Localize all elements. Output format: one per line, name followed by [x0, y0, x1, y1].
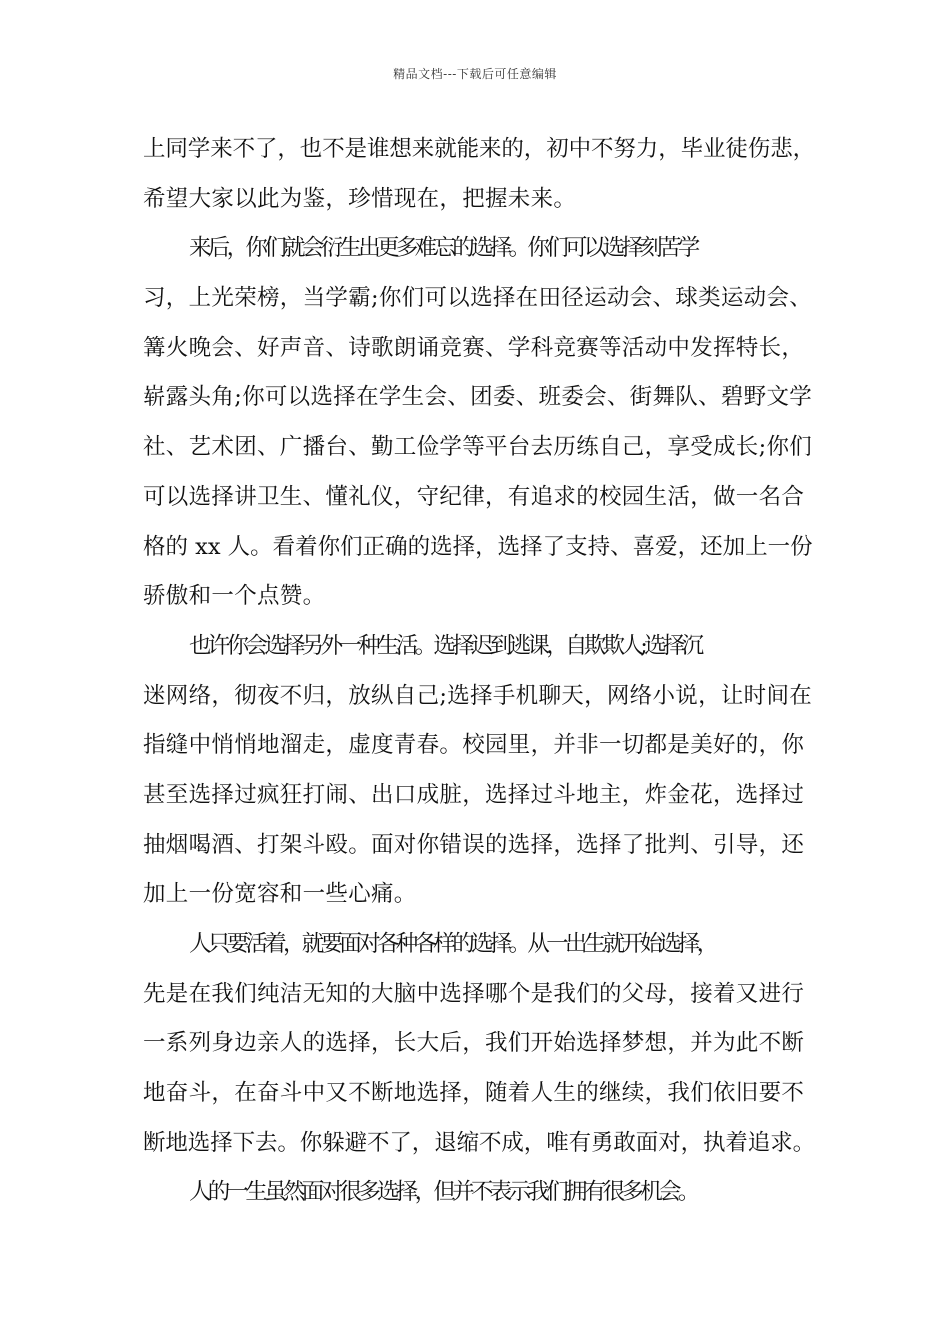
paragraph-4	[143, 920, 816, 1168]
text-line: 篝火晚会、好声音、诗歌朗诵竞赛、学科竞赛等活动中发挥特长，	[143, 334, 805, 361]
text-line: 来后，你们就会衍生出更多难忘的选择。你们可以选择刻苦学	[189, 235, 697, 262]
paragraph-2	[143, 224, 813, 622]
text-line: 上同学来不了，也不是谁想来就能来的，初中不努力，毕业徒伤悲，	[143, 136, 816, 162]
text-line: 骄傲和一个点赞。	[143, 583, 326, 610]
paragraph-1	[143, 125, 816, 224]
text-line: 希望大家以此为鉴，珍惜现在，把握未来。	[143, 185, 577, 212]
paragraph-5	[143, 1168, 813, 1218]
text-line: 一系列身边亲人的选择，长大后，我们开始选择梦想，并为此不断	[143, 1030, 805, 1057]
text-line: 加上一份宽容和一些心痛。	[143, 881, 417, 908]
paragraph-3	[143, 622, 813, 920]
text-line: 也许你会选择另外一种生活。选择迟到逃课，自欺欺人;选择沉	[189, 632, 701, 659]
text-line: 格的 xx 人。看着你们正确的选择，选择了支持、喜爱，还加上一份	[143, 533, 813, 560]
text-line: 习，上光荣榜，当学霸;你们可以选择在田径运动会、球类运动会、	[143, 285, 813, 312]
text-line: 断地选择下去。你躲避不了，退缩不成，唯有勇敢面对，执着追求。	[143, 1129, 816, 1156]
text-line: 指缝中悄悄地溜走，虚度青春。校园里，并非一切都是美好的，你	[143, 732, 805, 759]
page-header: 精品文档---下载后可任意编辑	[393, 67, 557, 81]
text-line: 人的一生虽然面对很多选择，但并不表示我们拥有很多机会。	[189, 1179, 697, 1206]
text-line: 抽烟喝酒、打架斗殴。面对你错误的选择，选择了批判、引导，还	[143, 831, 805, 858]
text-line: 人只要活着，就要面对各种各样的选择。从一出生就开始选择，	[189, 931, 716, 957]
text-line: 崭露头角;你可以选择在学生会、团委、班委会、街舞队、碧野文学	[143, 384, 813, 411]
text-line: 地奋斗，在奋斗中又不断地选择，随着人生的继续，我们依旧要不	[143, 1080, 805, 1107]
text-line: 迷网络，彻夜不归，放纵自己;选择手机聊天，网络小说，让时间在	[143, 682, 813, 709]
text-line: 先是在我们纯洁无知的大脑中选择哪个是我们的父母，接着又进行	[143, 980, 805, 1007]
text-line: 甚至选择过疯狂打闹、出口成脏，选择过斗地主，炸金花，选择过	[143, 781, 805, 808]
document-body	[143, 125, 816, 1218]
text-line: 社、艺术团、广播台、勤工俭学等平台去历练自己，享受成长;你们	[143, 434, 813, 461]
text-line: 可以选择讲卫生、懂礼仪，守纪律，有追求的校园生活，做一名合	[143, 483, 805, 510]
